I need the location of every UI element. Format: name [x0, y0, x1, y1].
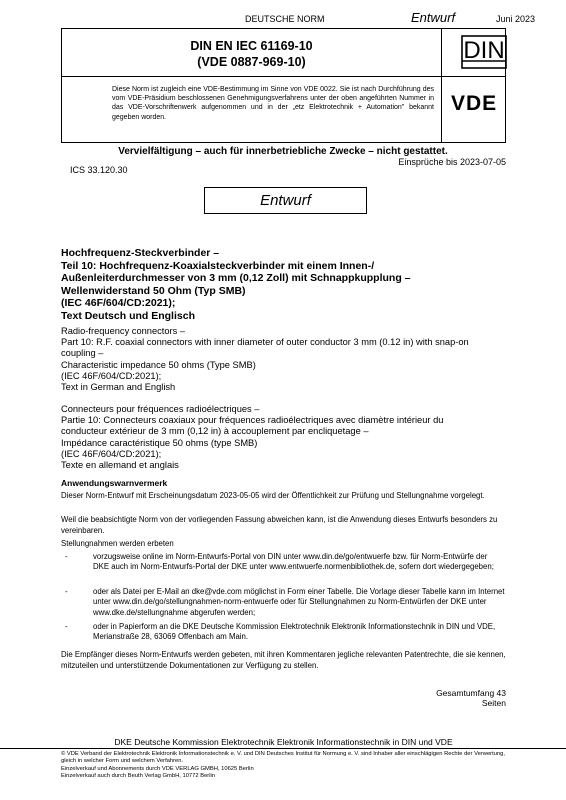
- footer-line: Einzelverkauf und Abonnements durch VDE VERLAG GMBH, 10625 Berlin: [61, 765, 254, 772]
- reproduction-notice: Vervielfältigung – auch für innerbetriebliche Zwecke – nicht gestattet.: [118, 146, 448, 157]
- din-logo-icon: [461, 35, 507, 69]
- title-de-line: Teil 10: Hochfrequenz-Koaxialsteckverbinder mit einem Innen-/: [61, 259, 375, 272]
- title-english: [61, 326, 506, 393]
- draft-stamp: Entwurf: [204, 187, 367, 214]
- title-fr-line: Impédance caractéristique 50 ohms (type SMB): [61, 437, 258, 448]
- bullet-text: vorzugsweise online im Norm-Entwurfs-Portal von DIN unter www.din.de/go/entwuerfe bzw. für Norm-Entwürfe der DKE auch im Norm-Entwurfs-Portal der DKE unter www.entwuerfe.normenbibliothek.de, sofern dort wiedergegeben;: [93, 552, 494, 572]
- list-item: [61, 552, 506, 586]
- title-fr-line: Texte en allemand et anglais: [61, 460, 179, 471]
- title-fr-line: Connecteurs pour fréquences radioélectriques –: [61, 404, 260, 414]
- norm-type-label: DEUTSCHE NORM: [245, 14, 325, 24]
- title-de-line: Außenleiterdurchmesser von 3 mm (0,12 Zoll) mit Schnappkupplung –: [61, 272, 411, 285]
- bullet-dash: -: [65, 622, 68, 631]
- notice-paragraph: Die Empfänger dieses Norm-Entwurfs werden gebeten, mit ihren Kommentaren jegliche relevanten Patentrechte, die sie kennen, mitzuteilen und unterstützende Dokumentationen zur Verfügung zu stellen.: [61, 650, 506, 670]
- vde-statement: Diese Norm ist zugleich eine VDE-Bestimmung im Sinne von VDE 0022. Sie ist nach Durchführung des vom VDE-Präsidium beschlossenen Genehmigungsverfahrens unter der oben angeführten Nummer in das VDE-Vorschriftenwerk aufgenommen und in der „etz Elektrotechnik + Automation" bekannt gegeben worden.: [112, 86, 434, 121]
- bullet-text: oder als Datei per E-Mail an dke@vde.com möglichst in Form einer Tabelle. Die Vorlage dieser Tabelle kann im Internet unter www.din.de/go/stellungnahmen-norm-entwuerfe oder für Stellungnahmen zu Norm-Entwürfen der DKE unter www.dke.de/stellungnahme abgerufen werden;: [93, 587, 505, 617]
- title-en-line: Radio-frequency connectors –: [61, 326, 186, 336]
- title-de-line: Text Deutsch und Englisch: [61, 309, 195, 322]
- title-fr-line: (IEC 46F/604/CD:2021);: [61, 448, 162, 459]
- footer-rule: [0, 748, 566, 749]
- title-fr-line: Partie 10: Connecteurs coaxiaux pour fréquences radioélectriques avec diamètre intérieur du: [61, 415, 444, 426]
- ics-code: ICS 33.120.30: [70, 165, 128, 175]
- bullet-dash: -: [65, 587, 68, 596]
- draft-status-label: Entwurf: [411, 10, 456, 25]
- din-logo-text: DIN: [463, 37, 505, 64]
- notice-paragraph: Stellungnahmen werden erbeten: [61, 539, 174, 548]
- title-fr-line: conducteur extérieur de 3 mm (0,12 in) à accouplement par encliquetage –: [61, 426, 369, 437]
- total-pages: Gesamtumfang 43 Seiten: [436, 688, 506, 708]
- title-de-line: (IEC 46F/604/CD:2021);: [61, 297, 176, 310]
- title-en-line: (IEC 46F/604/CD:2021);: [61, 370, 162, 381]
- title-french: [61, 404, 506, 471]
- bullet-dash: -: [65, 552, 68, 561]
- header-box: [61, 28, 506, 143]
- title-en-line: Characteristic impedance 50 ohms (Type SMB): [61, 359, 256, 370]
- footer-line: gleich in welcher Form und welchem Verfahren.: [61, 758, 184, 765]
- footer-line: © VDE Verband der Elektrotechnik Elektronik Informationstechnik e. V. und DIN Deutsches Institut für Normung e. V. sind Inhaber aller einschlägigen Rechte der Verwertung,: [61, 751, 505, 757]
- application-warning-heading: Anwendungswarnvermerk: [61, 478, 168, 488]
- document-number: [62, 38, 441, 70]
- title-en-line: Part 10: R.F. coaxial connectors with inner diameter of outer conductor 3 mm (0.12 in) with snap-on: [61, 337, 469, 348]
- notice-paragraph: Dieser Norm-Entwurf mit Erscheinungsdatum 2023-05-05 wird der Öffentlichkeit zur Prüfung und Stellungnahme vorgelegt.: [61, 491, 485, 500]
- title-german: [61, 247, 506, 323]
- footer-line: Einzelverkauf auch durch Beuth Verlag GmbH, 10772 Berlin: [61, 773, 216, 780]
- publication-date: Juni 2023: [496, 14, 536, 24]
- title-en-line: coupling –: [61, 348, 104, 359]
- title-en-line: Text in German and English: [61, 382, 176, 393]
- header-divider-horizontal: [62, 76, 505, 77]
- din-en-number: DIN EN IEC 61169-10: [190, 39, 313, 53]
- header-divider-vertical: [441, 29, 442, 142]
- vde-logo-icon: VDE: [451, 92, 498, 115]
- notice-paragraph: Weil die beabsichtigte Norm von der vorliegenden Fassung abweichen kann, ist die Anwendung dieses Entwurfs besonders zu vereinbaren.: [61, 515, 498, 535]
- objection-deadline: Einsprüche bis 2023-07-05: [398, 157, 506, 167]
- bullet-text: oder in Papierform an die DKE Deutsche Kommission Elektrotechnik Elektronik Informationstechnik in DIN und VDE, Merianstraße 28, 63069 Offenbach am Main.: [93, 622, 496, 642]
- title-de-line: Hochfrequenz-Steckverbinder –: [61, 247, 220, 259]
- list-item: [61, 587, 506, 621]
- title-de-line: Wellenwiderstand 50 Ohm (Typ SMB): [61, 284, 246, 297]
- list-item: [61, 622, 506, 646]
- copyright-footer: [61, 751, 541, 781]
- dke-publisher-line: DKE Deutsche Kommission Elektrotechnik Elektronik Informationstechnik in DIN und VDE: [114, 737, 453, 747]
- vde-number: (VDE 0887-969-10): [197, 55, 306, 69]
